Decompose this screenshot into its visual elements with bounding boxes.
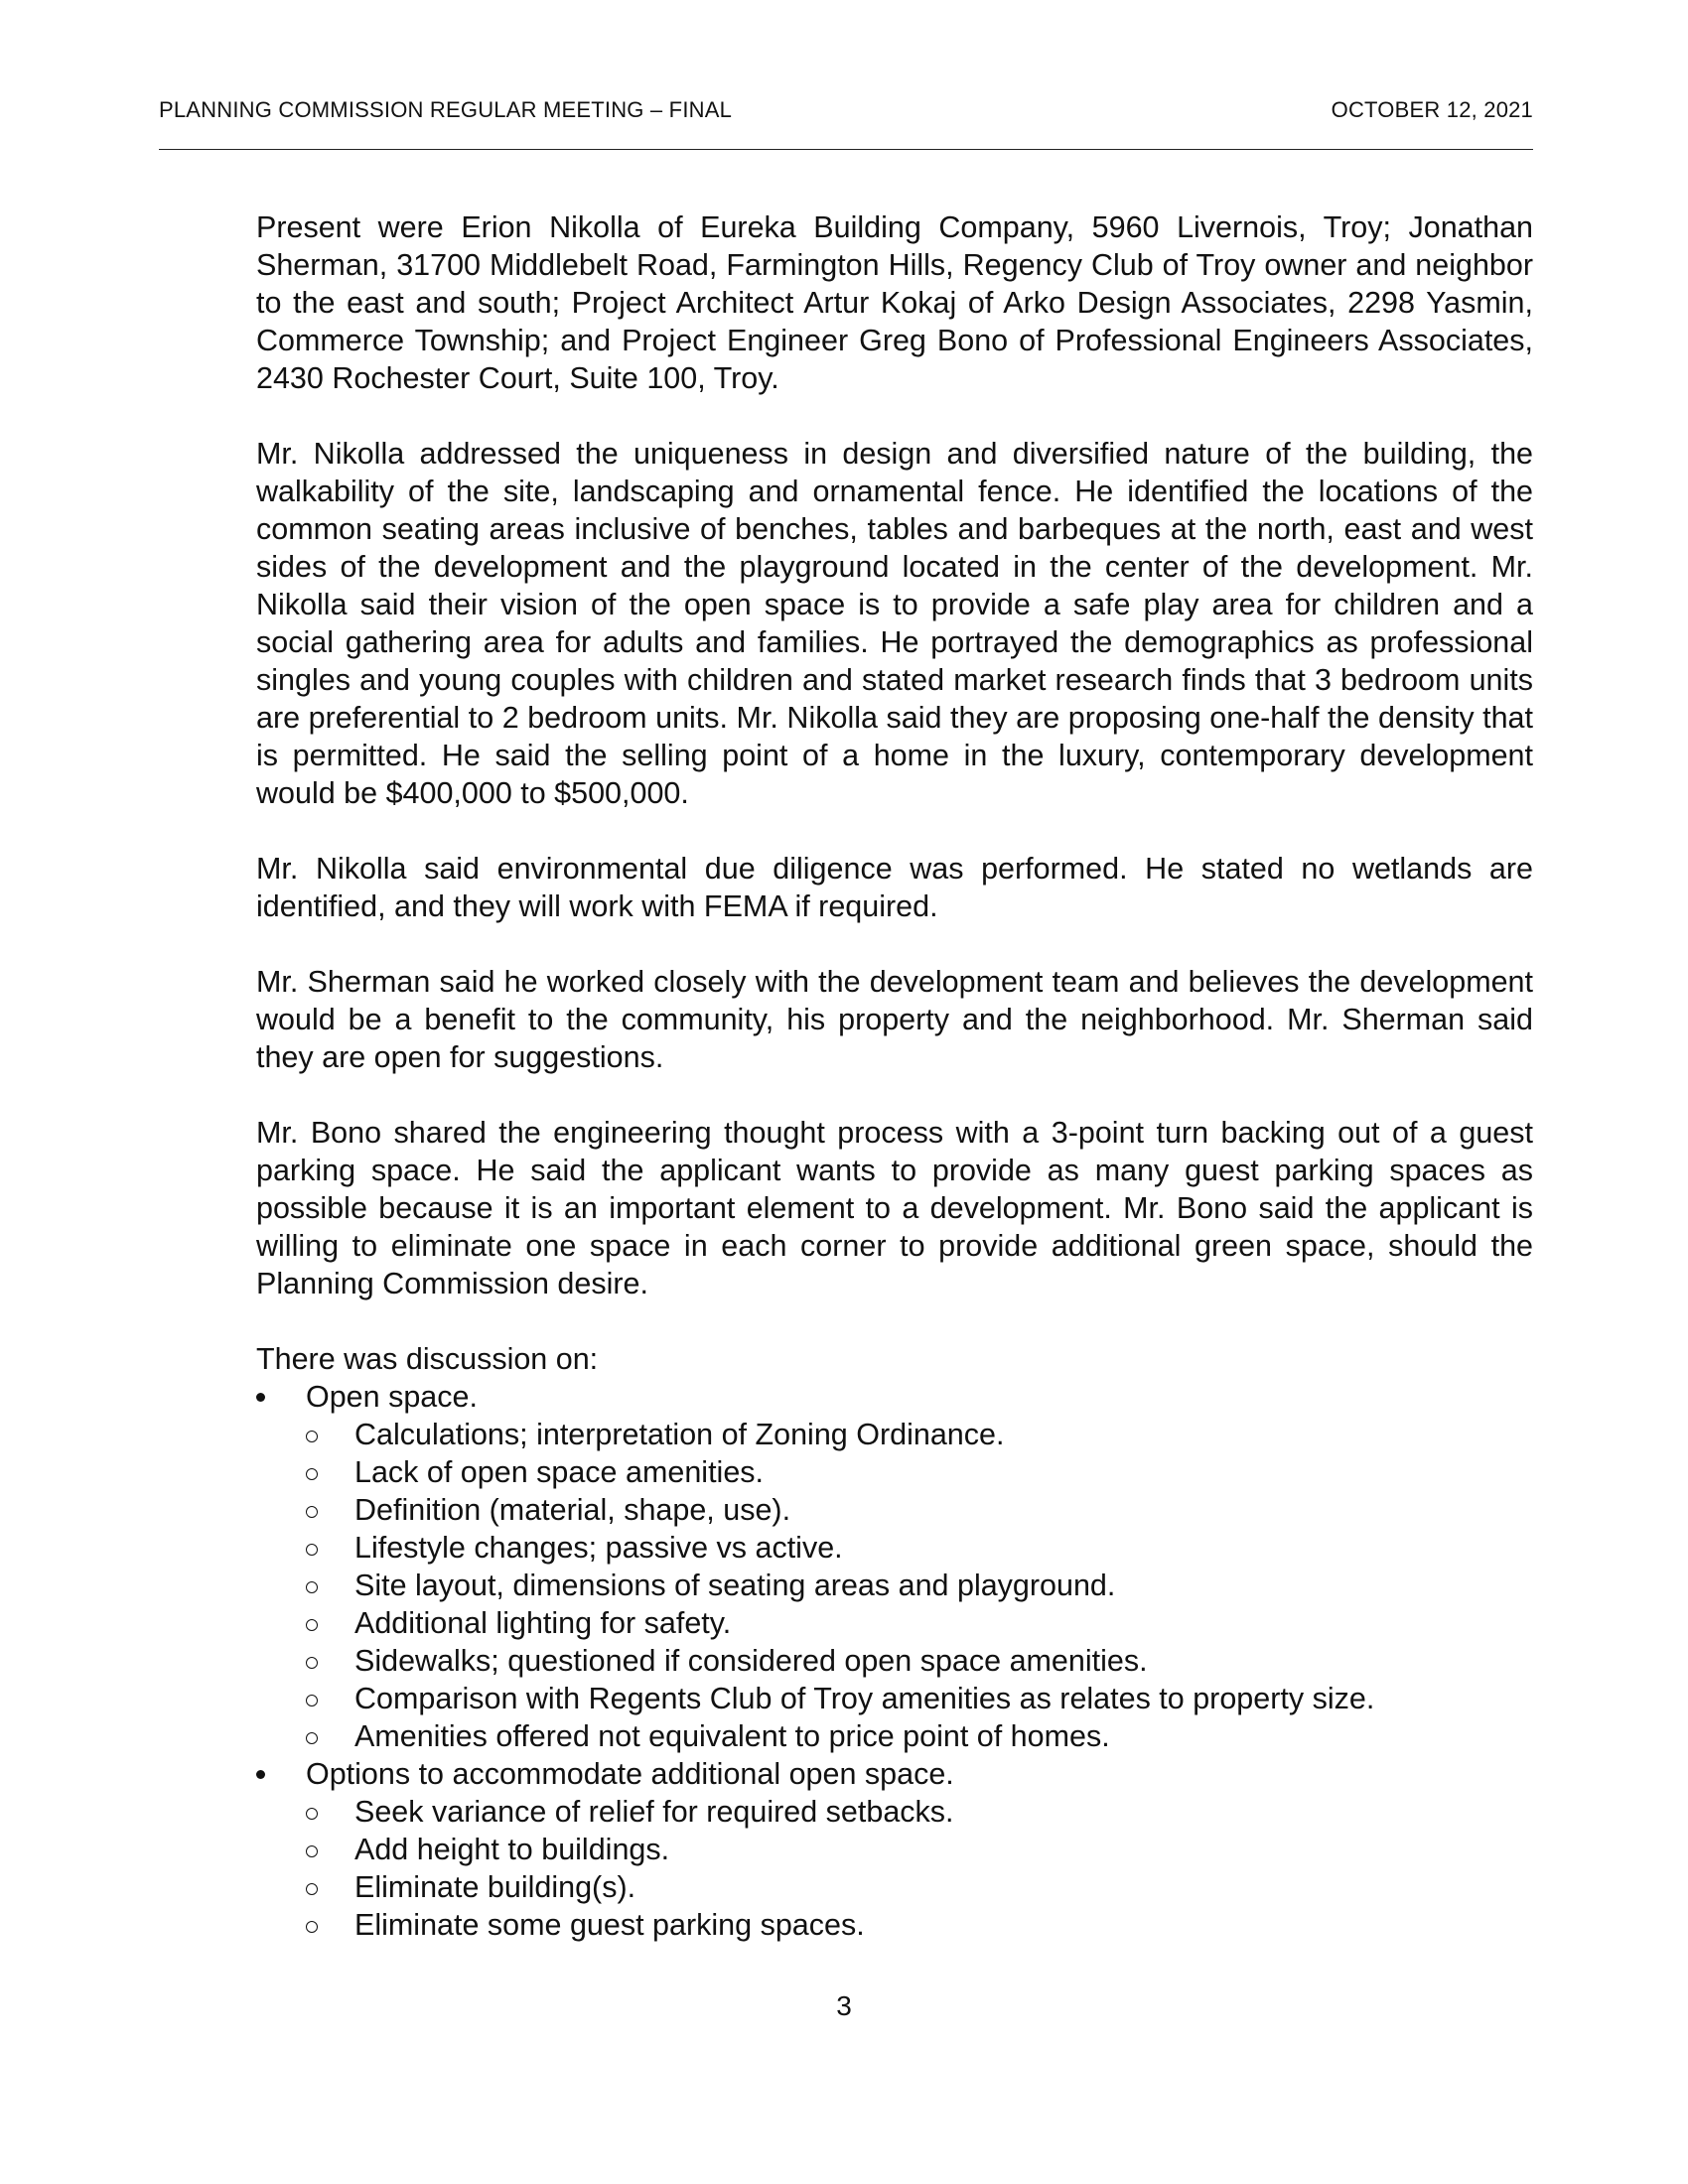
sub-list-item-text: Amenities offered not equivalent to price point of homes. [354,1719,1110,1753]
sub-list-item-text: Additional lighting for safety. [354,1606,732,1640]
sub-list-item-text: Lifestyle changes; passive vs active. [354,1531,843,1565]
paragraph-sherman: Mr. Sherman said he worked closely with the development team and believes the development would be a benefit to the community, his property and the neighborhood. Mr. Sherman said they are open for suggestions. [256,965,1533,1074]
circle-bullet-icon [306,1808,318,1820]
sub-list-item [306,1831,1533,1868]
sub-list [306,1793,1533,1944]
sub-list-item-text: Eliminate some guest parking spaces. [354,1908,865,1942]
circle-bullet-icon [306,1657,318,1669]
sub-list-item [306,1604,1533,1642]
circle-bullet-icon [306,1431,318,1442]
sub-list-item-text: Lack of open space amenities. [354,1455,765,1489]
sub-list-item [306,1680,1533,1717]
circle-bullet-icon [306,1921,318,1933]
discussion-list [256,1378,1533,1944]
list-item-text: Open space. [306,1380,478,1414]
circle-bullet-icon [306,1883,318,1895]
paragraph-bono: Mr. Bono shared the engineering thought process with a 3-point turn backing out of a guest parking space. He said the applicant wants to provide as many guest parking spaces as possible because it is an important element to a development. Mr. Bono said the applicant is willing to eliminate one space in each corner to provide additional green space, should the Planning Commission desire. [256,1116,1533,1300]
circle-bullet-icon [306,1732,318,1744]
header-rule [159,149,1533,150]
circle-bullet-icon [306,1468,318,1480]
document-body [256,208,1533,1944]
sub-list-item-text: Definition (material, shape, use). [354,1493,791,1527]
discussion-intro: There was discussion on: [256,1342,599,1376]
circle-bullet-icon [306,1695,318,1706]
circle-bullet-icon [306,1544,318,1556]
list-item-text: Options to accommodate additional open space. [306,1757,954,1791]
sub-list-item [306,1453,1533,1491]
circle-bullet-icon [306,1506,318,1518]
paragraph-nikolla-design: Mr. Nikolla addressed the uniqueness in design and diversified nature of the building, the walkability of the site, landscaping and ornamental fence. He identified the locations of the common seating areas inclusive of benches, tables and barbeques at the north, east and west sides of the development and the playground located in the center of the development. Mr. Nikolla said their vision of the open space is to provide a safe play area for children and a social gathering area for adults and families. He portrayed the demographics as professional singles and young couples with children and stated market research finds that 3 bedroom units are preferential to 2 bedroom units. Mr. Nikolla said they are proposing one-half the density that is permitted. He said the selling point of a home in the luxury, contemporary development would be $400,000 to $500,000. [256,437,1533,810]
page-number: 3 [836,1990,852,2021]
circle-bullet-icon [306,1845,318,1857]
bullet-icon [256,1393,265,1402]
header-date: OCTOBER 12, 2021 [1331,97,1533,122]
list-item [256,1755,1533,1944]
sub-list-item-text: Add height to buildings. [354,1833,670,1866]
paragraph-attendees: Present were Erion Nikolla of Eureka Building Company, 5960 Livernois, Troy; Jonathan Sherman, 31700 Middlebelt Road, Farmington Hills, Regency Club of Troy owner and neighbor to the east and south; Project Architect Artur Kokaj of Arko Design Associates, 2298 Yasmin, Commerce Township; and Project Engineer Greg Bono of Professional Engineers Associates, 2430 Rochester Court, Suite 100, Troy. [256,210,1533,395]
circle-bullet-icon [306,1619,318,1631]
sub-list-item-text: Sidewalks; questioned if considered open space amenities. [354,1644,1148,1678]
sub-list-item [306,1793,1533,1831]
sub-list-item-text: Site layout, dimensions of seating areas and playground. [354,1569,1116,1602]
list-item [256,1378,1533,1755]
sub-list-item [306,1717,1533,1755]
circle-bullet-icon [306,1581,318,1593]
sub-list [306,1416,1533,1755]
sub-list-item [306,1868,1533,1906]
sub-list-item-text: Comparison with Regents Club of Troy amenities as relates to property size. [354,1682,1375,1715]
sub-list-item [306,1567,1533,1604]
header-title: PLANNING COMMISSION REGULAR MEETING – FINAL [159,97,733,122]
paragraph-nikolla-environment: Mr. Nikolla said environmental due diligence was performed. He stated no wetlands are identified, and they will work with FEMA if required. [256,852,1533,923]
sub-list-item-text: Eliminate building(s). [354,1870,636,1904]
page-header [159,97,1533,127]
sub-list-item [306,1491,1533,1529]
bullet-icon [256,1770,265,1779]
sub-list-item-text: Seek variance of relief for required setbacks. [354,1795,954,1829]
sub-list-item [306,1416,1533,1453]
sub-list-item-text: Calculations; interpretation of Zoning Ordinance. [354,1418,1005,1451]
sub-list-item [306,1529,1533,1567]
sub-list-item [306,1642,1533,1680]
sub-list-item [306,1906,1533,1944]
